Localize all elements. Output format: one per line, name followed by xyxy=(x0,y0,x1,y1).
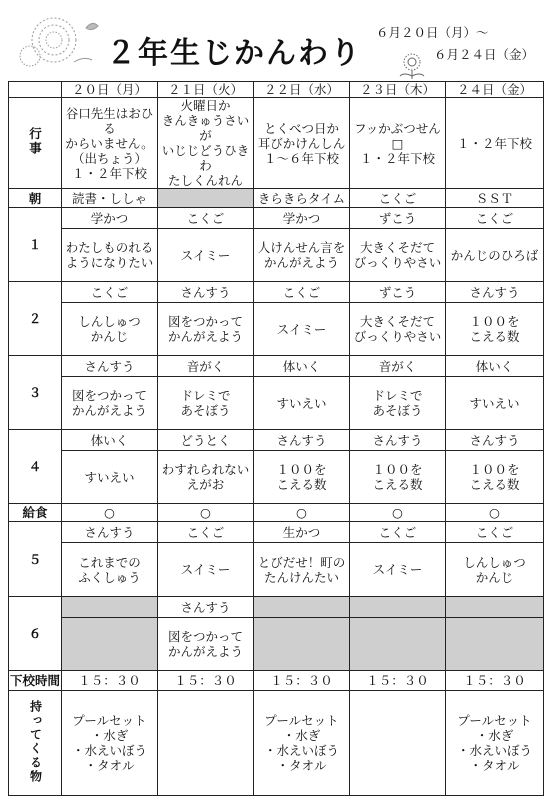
activity-cell xyxy=(254,451,350,504)
morning-cell xyxy=(254,189,350,208)
subject-label: こくご xyxy=(475,524,514,540)
row-label-text: １ xyxy=(28,237,42,252)
lunch-cell xyxy=(158,504,254,522)
subject-label: こくご xyxy=(186,524,225,540)
activity-line: 図をつかって xyxy=(167,629,243,644)
bring-item: ・タオル xyxy=(276,758,327,773)
subject-label: 学かつ xyxy=(90,210,129,226)
activity-line: わたしものれる xyxy=(65,240,154,255)
activity-line: スイミー xyxy=(372,562,423,577)
subject-cell xyxy=(350,522,446,543)
bring-item: ・タオル xyxy=(469,758,520,773)
activity-line: 人けんせん言を xyxy=(257,240,346,255)
activity-line: 大きくそだて xyxy=(359,314,435,329)
subject-cell xyxy=(446,282,544,303)
morning-activity: きらきらタイム xyxy=(257,190,346,206)
period-activity-row xyxy=(9,618,544,671)
bring-item: ・水ぎ xyxy=(282,728,321,743)
event-line: 谷口先生はおひる xyxy=(65,105,154,136)
row-label-text: ６ xyxy=(28,626,42,641)
activity-line: ようになりたい xyxy=(65,255,154,270)
dismissal-cell xyxy=(254,671,350,691)
subject-cell xyxy=(254,356,350,377)
row-label-dismissal xyxy=(9,671,62,691)
dismissal-time: １５：３０ xyxy=(78,673,141,688)
column-header-label: ２４日（金） xyxy=(456,82,532,97)
activity-line: スイミー xyxy=(180,562,231,577)
subject-cell xyxy=(62,522,158,543)
subject-cell xyxy=(62,597,158,618)
event-line: いじじどうひきわ xyxy=(161,143,250,173)
subject-label: 体いく xyxy=(90,432,129,448)
column-header-label: ２２日（水） xyxy=(263,82,339,97)
row-label-text: 朝 xyxy=(28,190,42,206)
column-header-label: ２１日（火） xyxy=(167,82,243,97)
event-cell xyxy=(446,98,544,189)
subject-cell xyxy=(350,430,446,451)
activity-cell xyxy=(350,451,446,504)
activity-cell xyxy=(158,303,254,356)
events-row xyxy=(9,98,544,189)
event-line: １・２年下校 xyxy=(71,165,147,181)
activity-line: かんじのひろば xyxy=(450,247,539,263)
activity-cell xyxy=(254,618,350,671)
event-line: １・２年下校 xyxy=(359,150,435,166)
period-subject-row xyxy=(9,208,544,229)
activity-cell xyxy=(62,543,158,597)
row-label-events xyxy=(9,98,62,189)
activity-line: １００を xyxy=(276,462,327,477)
subject-label: ずこう xyxy=(378,284,417,300)
subject-label: さんすう xyxy=(469,284,520,300)
activity-cell xyxy=(158,618,254,671)
activity-line: わすれられない xyxy=(161,462,250,477)
row-label-bring xyxy=(9,691,62,796)
subject-cell xyxy=(446,356,544,377)
activity-cell xyxy=(446,229,544,282)
subject-label: さんすう xyxy=(84,524,135,540)
lunch-row xyxy=(9,504,544,522)
subject-cell xyxy=(158,597,254,618)
event-line: 耳びかけんしん xyxy=(257,135,346,151)
lunch-cell xyxy=(350,504,446,522)
activity-line: しんしゅつ xyxy=(463,554,526,570)
subject-cell xyxy=(254,597,350,618)
activity-cell xyxy=(158,377,254,430)
subject-cell xyxy=(254,430,350,451)
morning-cell xyxy=(350,189,446,208)
period-activity-row xyxy=(9,543,544,597)
activity-line: かんがえよう xyxy=(167,644,243,659)
activity-line: かんがえよう xyxy=(263,255,339,270)
activity-cell xyxy=(62,303,158,356)
period-subject-row xyxy=(9,522,544,543)
bring-item: ・水えいぼう xyxy=(456,743,532,758)
activity-line: １００を xyxy=(469,314,520,329)
activity-line: あそぼう xyxy=(372,403,423,418)
header xyxy=(8,6,543,82)
dismissal-time: １５：３０ xyxy=(174,673,237,688)
dismissal-cell xyxy=(350,671,446,691)
activity-cell xyxy=(62,451,158,504)
lunch-mark: ○ xyxy=(200,505,211,520)
timetable xyxy=(8,81,544,796)
activity-line: たんけんたい xyxy=(263,569,339,585)
subject-cell xyxy=(158,356,254,377)
column-header-day xyxy=(254,82,350,98)
activity-line: １００を xyxy=(469,462,520,477)
activity-cell xyxy=(62,618,158,671)
event-cell xyxy=(158,98,254,189)
period-activity-row xyxy=(9,377,544,430)
lunch-cell xyxy=(446,504,544,522)
subject-cell xyxy=(62,356,158,377)
date-range-start: ６月２０日（月）～ xyxy=(376,25,489,40)
activity-cell xyxy=(350,229,446,282)
subject-cell xyxy=(446,597,544,618)
subject-label: 生かつ xyxy=(282,524,321,540)
subject-cell xyxy=(158,282,254,303)
bring-item: ・水えいぼう xyxy=(263,743,339,758)
morning-cell xyxy=(62,189,158,208)
activity-cell xyxy=(158,229,254,282)
column-header-label: ２３日（木） xyxy=(359,82,435,97)
activity-line: びっくりやさい xyxy=(353,329,442,344)
dismissal-cell xyxy=(446,671,544,691)
activity-cell xyxy=(350,377,446,430)
subject-cell xyxy=(350,597,446,618)
dismissal-time: １５：３０ xyxy=(270,673,333,688)
event-line: 火曜日か xyxy=(180,98,231,113)
activity-cell xyxy=(62,229,158,282)
bring-cell xyxy=(446,691,544,796)
activity-line: かんがえよう xyxy=(71,403,147,418)
dismissal-row xyxy=(9,671,544,691)
bring-cell xyxy=(62,691,158,796)
activity-cell xyxy=(254,303,350,356)
row-label-p2 xyxy=(9,282,62,356)
bring-item: プールセット xyxy=(264,713,339,728)
lunch-mark: ○ xyxy=(104,505,115,520)
morning-row xyxy=(9,189,544,208)
row-label-text: ４ xyxy=(28,459,42,474)
subject-cell xyxy=(158,208,254,229)
dismissal-cell xyxy=(62,671,158,691)
activity-line: ドレミで xyxy=(372,388,423,403)
activity-line: とびだせ！町の xyxy=(257,554,346,570)
bring-cell xyxy=(158,691,254,796)
subject-cell xyxy=(62,282,158,303)
period-subject-row xyxy=(9,282,544,303)
period-subject-row xyxy=(9,356,544,377)
period-activity-row xyxy=(9,303,544,356)
row-label-p6 xyxy=(9,597,62,671)
lunch-mark: ○ xyxy=(489,505,500,520)
activity-line: こえる数 xyxy=(469,329,520,344)
page-title: ２年生じかんわり xyxy=(106,36,362,71)
dismissal-time: １５：３０ xyxy=(366,673,429,688)
subject-label: さんすう xyxy=(180,284,231,300)
subject-label: 体いく xyxy=(282,358,321,374)
row-label-text: 行事 xyxy=(27,127,43,156)
subject-cell xyxy=(446,522,544,543)
morning-activity: ＳＳＴ xyxy=(475,190,514,206)
bring-item: ・タオル xyxy=(84,758,135,773)
row-label-p3 xyxy=(9,356,62,430)
lunch-cell xyxy=(254,504,350,522)
activity-line: すいえい xyxy=(276,395,327,411)
date-range-end: ６月２４日（金） xyxy=(434,47,535,62)
subject-label: さんすう xyxy=(372,432,423,448)
subject-label: こくご xyxy=(475,210,514,226)
bring-item: ・水ぎ xyxy=(90,728,129,743)
activity-line: びっくりやさい xyxy=(353,255,442,270)
row-label-text: ２ xyxy=(28,311,42,326)
subject-label: さんすう xyxy=(276,432,327,448)
dismissal-cell xyxy=(158,671,254,691)
row-label-p5 xyxy=(9,522,62,597)
activity-cell xyxy=(446,543,544,597)
subject-label: こくご xyxy=(186,210,225,226)
subject-cell xyxy=(254,208,350,229)
subject-label: さんすう xyxy=(180,599,231,615)
event-line: フッかぶつせん□ xyxy=(354,120,441,151)
activity-cell xyxy=(158,451,254,504)
row-label-p1 xyxy=(9,208,62,282)
morning-activity: 読書・ししゃ xyxy=(71,190,147,206)
column-header-day xyxy=(62,82,158,98)
event-line: たしくんれん xyxy=(167,173,243,188)
activity-cell xyxy=(254,229,350,282)
column-header-day xyxy=(350,82,446,98)
event-line: とくべつ日か xyxy=(263,120,339,136)
event-line: （出ちょう） xyxy=(71,150,147,166)
morning-cell xyxy=(158,189,254,208)
subject-cell xyxy=(350,208,446,229)
activity-cell xyxy=(254,377,350,430)
lunch-mark: ○ xyxy=(296,505,307,520)
corner-cell xyxy=(9,82,62,98)
activity-cell xyxy=(446,451,544,504)
activity-line: こえる数 xyxy=(469,477,520,492)
bring-item: ・水えいぼう xyxy=(71,743,147,758)
activity-line: スイミー xyxy=(180,247,231,263)
bring-cell xyxy=(254,691,350,796)
row-label-text: ５ xyxy=(28,551,42,567)
morning-cell xyxy=(446,189,544,208)
event-cell xyxy=(350,98,446,189)
bring-cell xyxy=(350,691,446,796)
activity-line: かんじ xyxy=(90,329,129,344)
activity-cell xyxy=(446,618,544,671)
subject-label: さんすう xyxy=(469,432,520,448)
lunch-mark: ○ xyxy=(392,505,403,520)
subject-label: こくご xyxy=(90,284,129,300)
activity-line: ドレミで xyxy=(180,388,231,403)
subject-cell xyxy=(446,208,544,229)
event-cell xyxy=(254,98,350,189)
subject-label: 音がく xyxy=(186,358,225,374)
subject-label: 音がく xyxy=(378,358,417,374)
row-label-text: 下校時間 xyxy=(9,673,60,688)
lunch-cell xyxy=(62,504,158,522)
subject-label: どうとく xyxy=(180,432,231,448)
activity-line: これまでの xyxy=(78,554,141,570)
row-label-lunch xyxy=(9,504,62,522)
subject-cell xyxy=(62,430,158,451)
activity-line: 図をつかって xyxy=(167,314,243,329)
activity-line: ふくしゅう xyxy=(78,569,141,585)
subject-cell xyxy=(254,522,350,543)
bring-item: プールセット xyxy=(457,713,532,728)
activity-cell xyxy=(254,543,350,597)
row-label-text: 持ってくる物 xyxy=(28,699,43,784)
column-header-label: ２０日（月） xyxy=(71,82,147,97)
period-activity-row xyxy=(9,451,544,504)
activity-line: しんしゅつ xyxy=(78,314,141,329)
period-subject-row xyxy=(9,430,544,451)
event-cell xyxy=(62,98,158,189)
column-header-row xyxy=(9,82,544,98)
row-label-text: 給食 xyxy=(22,505,48,520)
morning-activity: こくご xyxy=(378,190,417,206)
bring-item: ・水ぎ xyxy=(475,728,514,743)
activity-line: 大きくそだて xyxy=(359,240,435,255)
activity-cell xyxy=(62,377,158,430)
activity-line: かんじ xyxy=(475,569,514,585)
subject-cell xyxy=(446,430,544,451)
activity-cell xyxy=(350,543,446,597)
subject-label: 体いく xyxy=(475,358,514,374)
activity-line: スイミー xyxy=(276,321,327,337)
activity-line: 図をつかって xyxy=(71,388,147,403)
activity-cell xyxy=(350,303,446,356)
activity-cell xyxy=(446,377,544,430)
event-line: きんきゅうさいが xyxy=(161,113,250,143)
subject-label: さんすう xyxy=(84,358,135,374)
subject-cell xyxy=(350,356,446,377)
row-label-morning xyxy=(9,189,62,208)
activity-cell xyxy=(350,618,446,671)
column-header-day xyxy=(158,82,254,98)
event-line: からいません。 xyxy=(65,135,154,151)
subject-label: こくご xyxy=(378,524,417,540)
bring-row xyxy=(9,691,544,796)
event-line: １・２年下校 xyxy=(456,135,532,151)
subject-cell xyxy=(350,282,446,303)
dismissal-time: １５：３０ xyxy=(463,673,526,688)
activity-line: かんがえよう xyxy=(167,329,243,344)
row-label-text: ３ xyxy=(28,385,42,400)
subject-cell xyxy=(158,522,254,543)
flower-illustration-icon xyxy=(14,10,104,76)
period-activity-row xyxy=(9,229,544,282)
subject-cell xyxy=(254,282,350,303)
activity-cell xyxy=(158,543,254,597)
activity-line: すいえい xyxy=(84,469,135,485)
row-label-p4 xyxy=(9,430,62,504)
activity-line: こえる数 xyxy=(276,477,327,492)
activity-cell xyxy=(446,303,544,356)
subject-label: ずこう xyxy=(378,210,417,226)
activity-line: すいえい xyxy=(469,395,520,411)
activity-line: １００を xyxy=(372,462,423,477)
activity-line: えがお xyxy=(186,477,225,492)
subject-label: こくご xyxy=(282,284,321,300)
period-subject-row xyxy=(9,597,544,618)
bring-item: プールセット xyxy=(72,713,147,728)
subject-label: 学かつ xyxy=(282,210,321,226)
activity-line: こえる数 xyxy=(372,477,423,492)
subject-cell xyxy=(158,430,254,451)
activity-line: あそぼう xyxy=(180,403,231,418)
column-header-day xyxy=(446,82,544,98)
event-line: １～６年下校 xyxy=(263,150,339,166)
subject-cell xyxy=(62,208,158,229)
dandelion-icon xyxy=(392,50,432,80)
